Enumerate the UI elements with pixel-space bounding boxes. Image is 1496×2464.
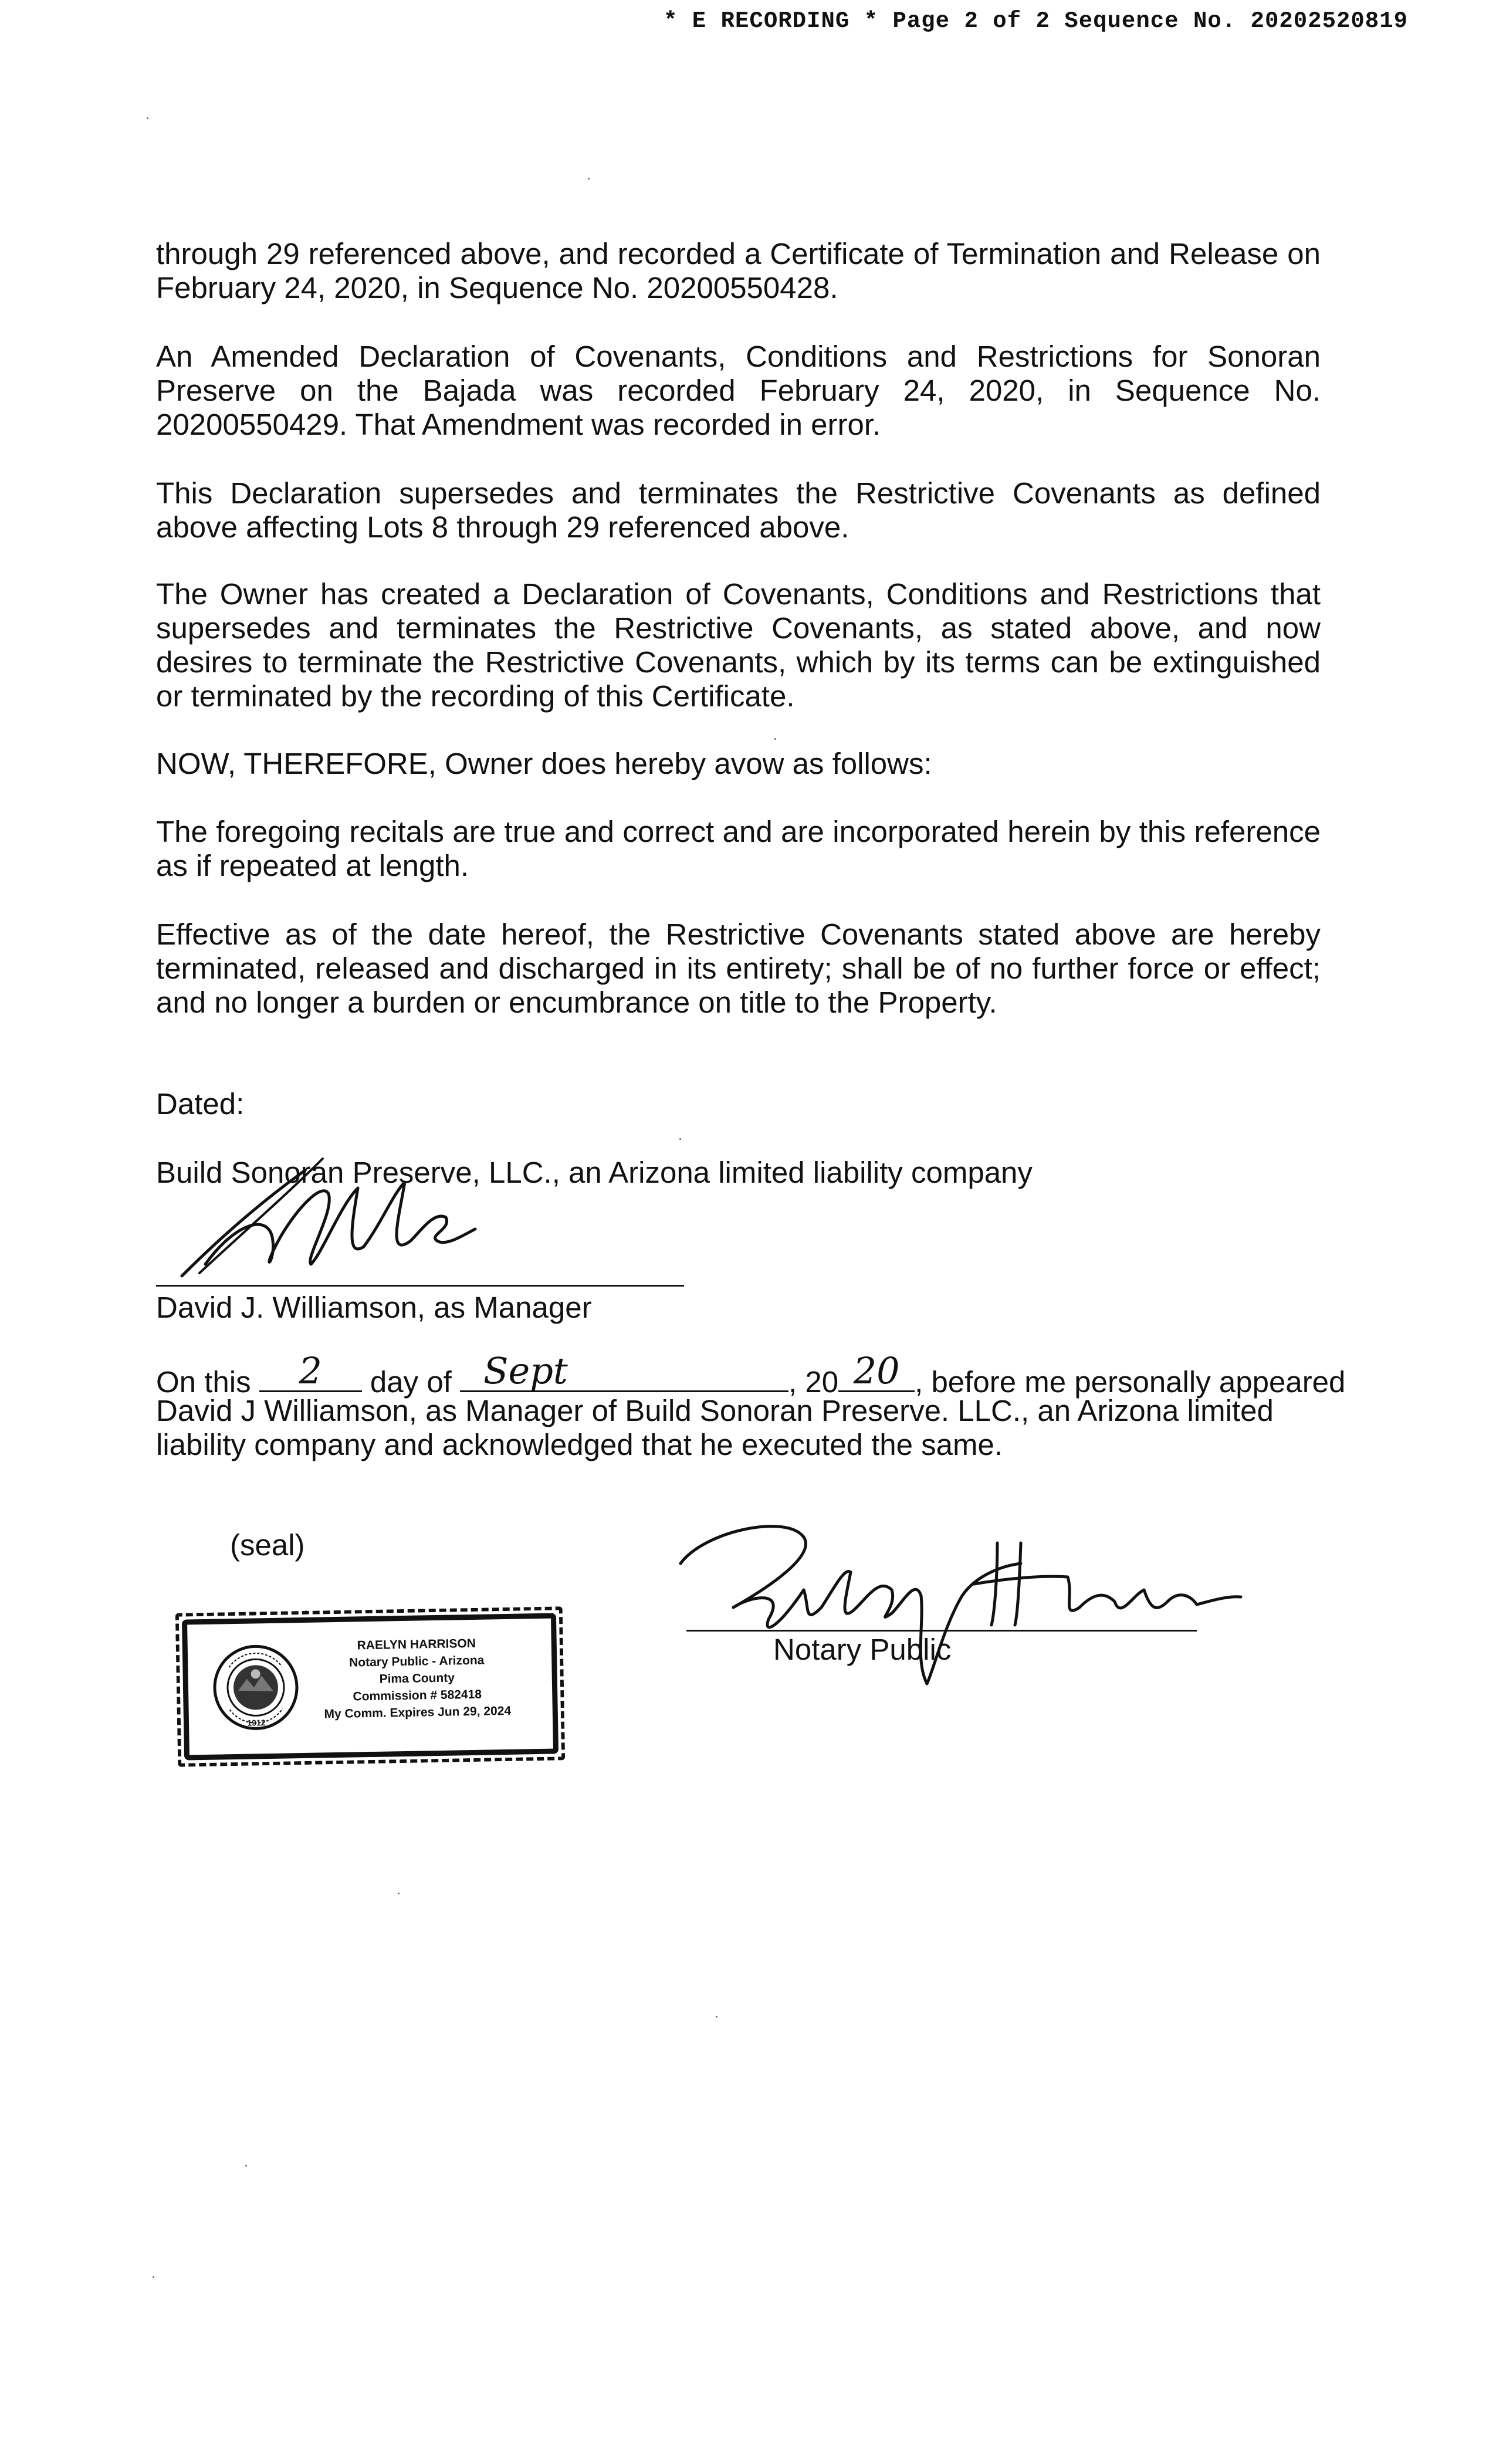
paragraph-effective: Effective as of the date hereof, the Restrictive Covenants stated above are hereby terminated, released and discharged in its entirety; shall be of no further force or effect; and no longer a burden or encumbrance on title to the Property.	[156, 918, 1321, 1019]
ack-after-year: , before me personally appeared	[915, 1365, 1346, 1399]
scan-speck	[774, 738, 776, 740]
paragraph-supersedes: This Declaration supersedes and terminates the Restrictive Covenants as defined above affecting Lots 8 through 29 referenced above.	[156, 476, 1321, 544]
scan-speck	[245, 2165, 247, 2167]
year-handwritten: 20	[853, 1349, 900, 1392]
paragraph-now-therefore: NOW, THEREFORE, Owner does hereby avow as follows:	[156, 747, 932, 780]
paragraph-termination-release: through 29 referenced above, and recorded a Certificate of Termination and Release on February 24, 2020, in Sequence No. 20200550428.	[156, 237, 1321, 304]
stamp-expires: My Comm. Expires Jun 29, 2024	[324, 1704, 512, 1721]
paragraph-recitals: The foregoing recitals are true and correct and are incorporated herein by this reference as if repeated at length.	[156, 815, 1321, 882]
signer-caption: David J. Williamson, as Manager	[156, 1291, 592, 1324]
paragraph-amended-declaration: An Amended Declaration of Covenants, Conditions and Restrictions for Sonoran Preserve on the Bajada was recorded February 24, 2020, in Sequence No. 20200550429. That Amendment was recorded in error.	[156, 340, 1321, 441]
acknowledgment-line-3: liability company and acknowledged that he executed the same.	[156, 1428, 1003, 1461]
year-fill-line	[838, 1349, 915, 1392]
stamp-name: RAELYN HARRISON	[357, 1636, 476, 1653]
paragraph-owner-created: The Owner has created a Declaration of Covenants, Conditions and Restrictions that supersedes and terminates the Restrictive Covenants, as stated above, and now desires to terminate the Restrictive Covenants, which by its terms can be extinguished or terminated by the recording of this Certificate.	[156, 577, 1321, 713]
notary-stamp	[182, 1613, 559, 1760]
acknowledgment-line-2: David J Williamson, as Manager of Build Sonoran Preserve. LLC., an Arizona limited	[156, 1394, 1274, 1427]
stamp-text-block	[299, 1634, 535, 1723]
scan-speck	[153, 2276, 154, 2278]
recording-header: * E RECORDING * Page 2 of 2 Sequence No. 20202520819	[664, 8, 1408, 34]
scan-speck	[588, 178, 590, 180]
month-handwritten: Sept	[483, 1349, 568, 1392]
scan-speck	[398, 1893, 400, 1894]
notary-signature-line	[686, 1630, 1197, 1632]
scan-speck	[147, 117, 148, 119]
stamp-commission: Commission # 582418	[353, 1687, 482, 1704]
manager-signature-line	[156, 1285, 684, 1287]
month-fill-line	[460, 1349, 788, 1392]
notary-signature-icon	[669, 1508, 1244, 1701]
manager-signature-icon	[170, 1147, 499, 1288]
ack-year-prefix: , 20	[788, 1365, 839, 1399]
emblem-year: 1912	[247, 1718, 266, 1728]
scan-speck	[716, 2016, 717, 2018]
ack-on-this: On this	[156, 1365, 251, 1399]
dated-label: Dated:	[156, 1087, 245, 1121]
seal-label: (seal)	[230, 1528, 305, 1562]
notary-caption: Notary Public	[773, 1633, 952, 1666]
stamp-county: Pima County	[379, 1671, 455, 1686]
day-handwritten: 2	[299, 1349, 322, 1392]
scan-speck	[679, 1138, 681, 1140]
stamp-title: Notary Public - Arizona	[348, 1653, 485, 1670]
company-line: Build Sonoran Preserve, LLC., an Arizona limited liability company	[156, 1156, 1033, 1189]
arizona-state-seal-icon	[211, 1643, 301, 1732]
acknowledgment-line-1	[156, 1349, 1346, 1399]
ack-day-of: day of	[370, 1365, 452, 1399]
day-fill-line	[259, 1349, 362, 1392]
